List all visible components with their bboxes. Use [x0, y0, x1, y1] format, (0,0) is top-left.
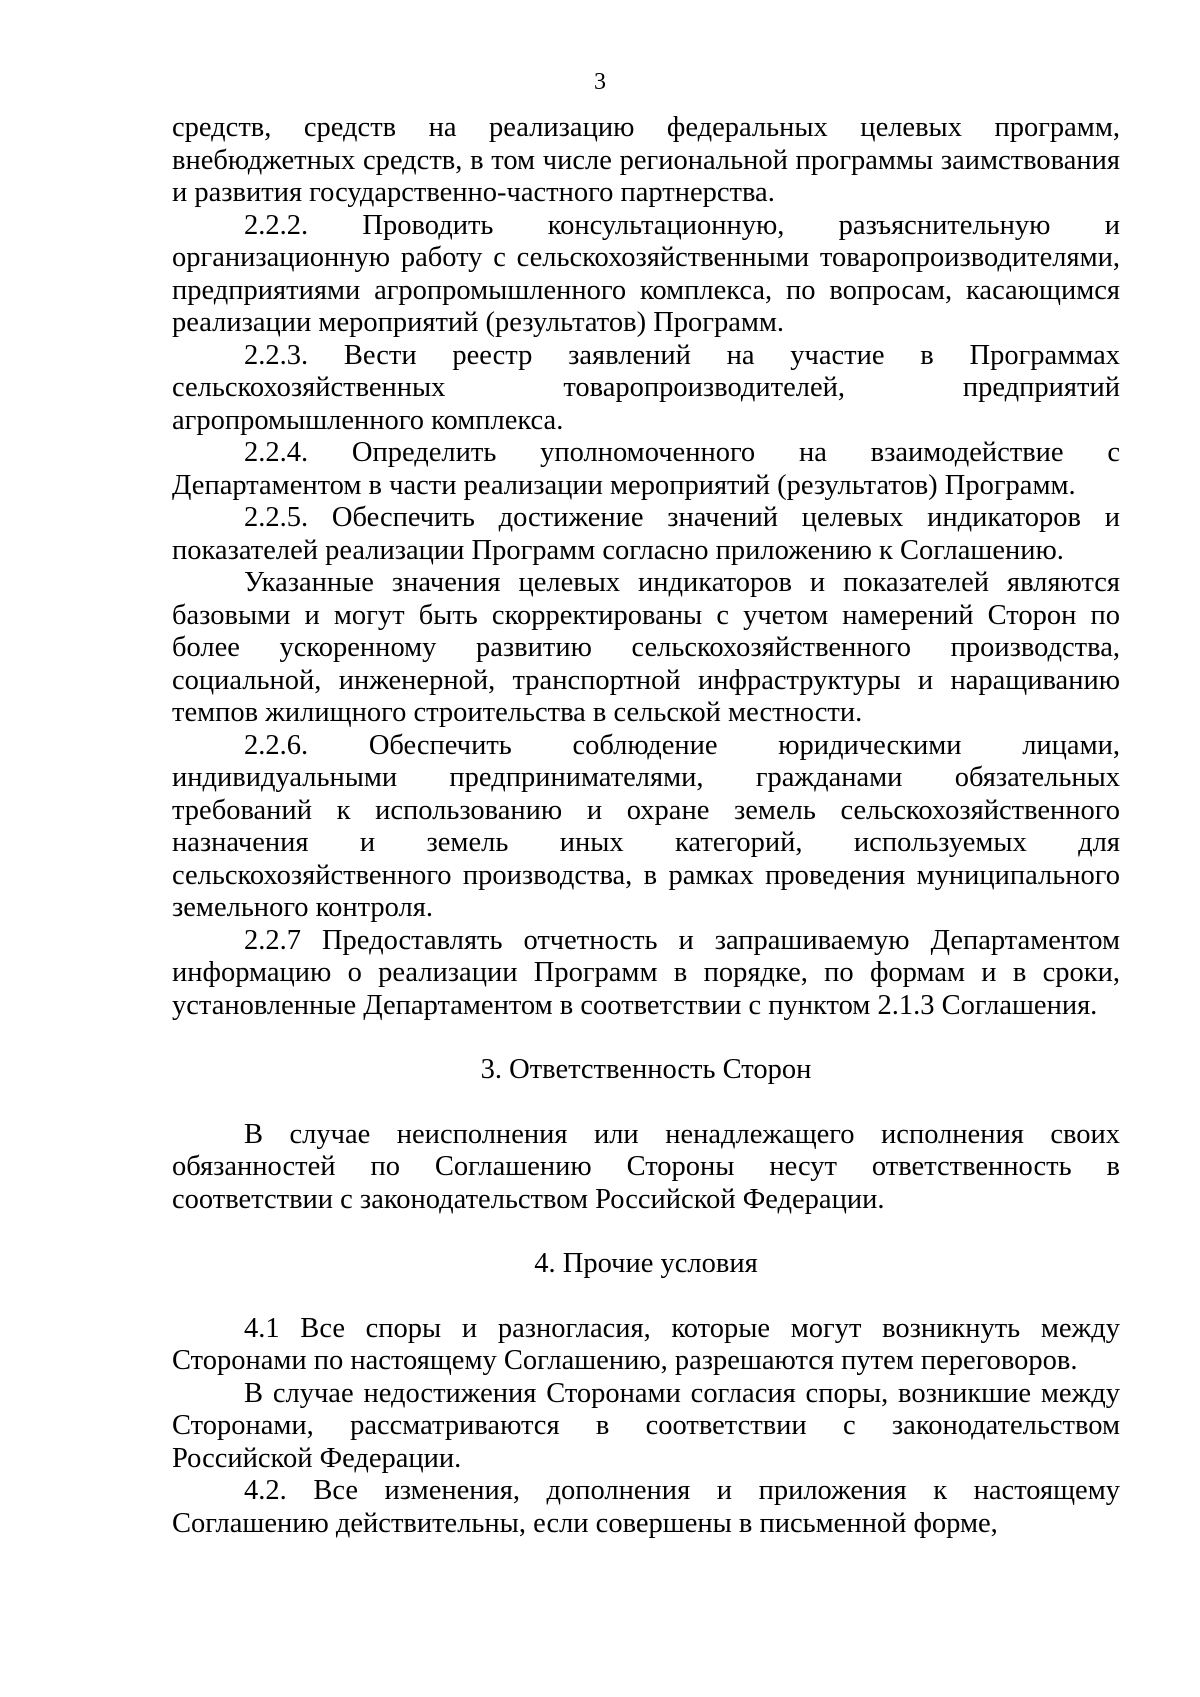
page-number: 3: [594, 69, 606, 95]
paragraph-2-2-3: 2.2.3. Вести реестр заявлений на участие в Программах сельскохозяйственных товаропроизводителей, предприятий агропромышленного комплекса.: [172, 339, 1120, 436]
spacer: [172, 1087, 1120, 1119]
paragraph-2-2-2: 2.2.2. Проводить консультационную, разъяснительную и организационную работу с сельскохозяйственными товаропроизводителями, предприятиями агропромышленного комплекса, по вопросам, касающимся реализации мероприятий (результатов) Программ.: [172, 209, 1120, 338]
section-3-heading: 3. Ответственность Сторон: [480, 1054, 812, 1085]
paragraph-2-2-6: 2.2.6. Обеспечить соблюдение юридическими лицами, индивидуальными предпринимателями, гражданами обязательных требований к использованию и охране земель сельскохозяйственного назначения и земель иных категорий, используемых для сельскохозяйственного производства, в рамках проведения муниципального земельного контроля.: [172, 729, 1120, 923]
paragraph-2-2-5: 2.2.5. Обеспечить достижение значений целевых индикаторов и показателей реализации Программ согласно приложению к Соглашению.: [172, 502, 1120, 566]
section-4-heading: 4. Прочие условия: [534, 1248, 758, 1279]
paragraph-2-2-7: 2.2.7 Предоставлять отчетность и запрашиваемую Департаментом информацию о реализации Программ в порядке, по формам и в сроки, установленные Департаментом в соответствии с пунктом 2.1.3 Соглашения.: [172, 924, 1120, 1021]
paragraph-4-1: 4.1 Все споры и разногласия, которые могут возникнуть между Сторонами по настоящему Соглашению, разрешаются путем переговоров.: [172, 1312, 1120, 1376]
spacer: [172, 1022, 1120, 1054]
spacer: [172, 1281, 1120, 1313]
paragraph-2-2-4: 2.2.4. Определить уполномоченного на взаимодействие с Департаментом в части реализации мероприятий (результатов) Программ.: [172, 437, 1120, 501]
paragraph-section-3: В случае неисполнения или ненадлежащего исполнения своих обязанностей по Соглашению Стороны несут ответственность в соответствии с законодательством Российской Федерации.: [172, 1118, 1120, 1215]
paragraph-target-values: Указанные значения целевых индикаторов и показателей являются базовыми и могут быть скорректированы с учетом намерений Сторон по более ускоренному развитию сельскохозяйственного производства, социальной, инженерной, транспортной инфраструктуры и наращиванию темпов жилищного строительства в сельской местности.: [172, 567, 1120, 728]
paragraph-4-2: 4.2. Все изменения, дополнения и приложения к настоящему Соглашению действительны, если совершены в письменной форме,: [172, 1475, 1120, 1539]
spacer: [172, 1216, 1120, 1248]
paragraph-continuation: средств, средств на реализацию федеральных целевых программ, внебюджетных средств, в том числе региональной программы заимствования и развития государственно-частного партнерства.: [172, 112, 1120, 208]
paragraph-disputes: В случае недостижения Сторонами согласия споры, возникшие между Сторонами, рассматриваются в соответствии с законодательством Российской Федерации.: [172, 1377, 1120, 1474]
document-body: [172, 112, 1120, 1540]
